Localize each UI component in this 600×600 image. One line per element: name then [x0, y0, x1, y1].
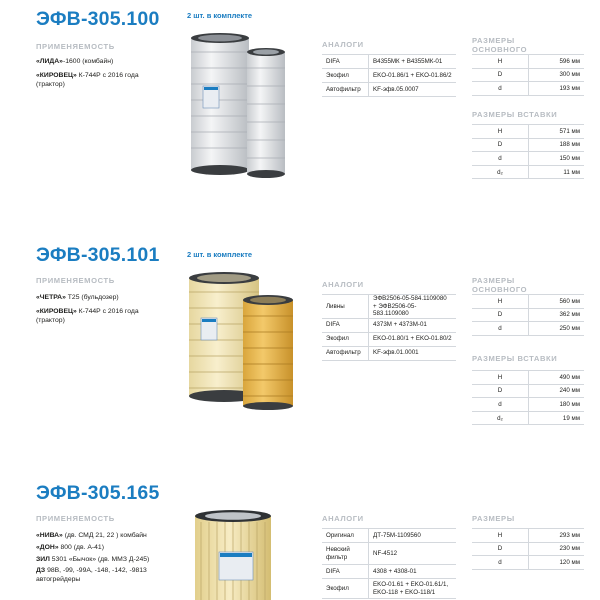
table-row: DIFA B4355МК + B4355МК-01	[322, 55, 456, 69]
analogs-table	[322, 294, 456, 361]
table-row: D 188 мм	[472, 138, 584, 152]
main-dims-table	[472, 54, 584, 96]
analogs-label: АНАЛОГИ	[322, 514, 364, 523]
table-row: H 596 мм	[472, 55, 584, 69]
main-dims-table	[472, 294, 584, 336]
filter-image	[187, 30, 317, 182]
analogs-label: АНАЛОГИ	[322, 40, 364, 49]
insert-dims-label: РАЗМЕРЫ ВСТАВКИ	[472, 110, 558, 119]
table-row: d 150 мм	[472, 152, 584, 166]
product-section	[0, 236, 600, 472]
analogs-label: АНАЛОГИ	[322, 280, 364, 289]
analogs-table	[322, 54, 456, 97]
table-row: Экофил EKO-01.61 + EKO-01.61/1, EKO-118 + EKO-118/1	[322, 579, 456, 599]
applicability-label: ПРИМЕНЯЕМОСТЬ	[36, 276, 115, 285]
applicability-item: «ЧЕТРА» Т25 (бульдозер)	[36, 294, 119, 301]
table-row: Автофильтр KF-эфв.01.0001	[322, 346, 456, 360]
table-row: Невский фильтр NF-4512	[322, 543, 456, 565]
table-row: H 571 мм	[472, 125, 584, 139]
applicability-item: ДЗ 98В, -99, -99А, -148, -142, -9813 автогрейдеры	[36, 567, 147, 584]
applicability-list	[36, 58, 154, 94]
table-row: DIFA 4308 + 4308-01	[322, 565, 456, 579]
filter-image	[187, 508, 317, 600]
product-section	[0, 472, 600, 600]
applicability-list	[36, 532, 156, 585]
applicability-item: «ДОН» 800 (дв. А-41)	[36, 543, 104, 551]
applicability-item: ЗИЛ 5301 «Бычок» (дв. ММЗ Д-245)	[36, 555, 150, 563]
table-row: H 560 мм	[472, 295, 584, 309]
table-row: d 180 мм	[472, 398, 584, 412]
table-row: d 193 мм	[472, 82, 584, 96]
applicability-label: ПРИМЕНЯЕМОСТЬ	[36, 42, 115, 51]
main-dims-label: РАЗМЕРЫ ОСНОВНОГО	[472, 36, 528, 54]
applicability-item: «КИРОВЕЦ» К-744Р с 2016 года (трактор)	[36, 307, 139, 324]
applicability-label: ПРИМЕНЯЕМОСТЬ	[36, 514, 115, 523]
table-row: DIFA 4373М + 4373М-01	[322, 318, 456, 332]
kit-note: 2 шт. в комплекте	[187, 250, 253, 259]
table-row: D 300 мм	[472, 68, 584, 82]
applicability-item: «КИРОВЕЦ» К-744Р с 2016 года (трактор)	[36, 71, 139, 88]
table-row: d 250 мм	[472, 322, 584, 336]
table-row: d₂ 19 мм	[472, 411, 584, 425]
product-section	[0, 0, 600, 230]
table-row: Ливны ЭФВ2506-05-584.1109080 + ЭФВ2506-05-583.1109080	[322, 295, 456, 319]
insert-dims-table	[472, 370, 584, 425]
model-title: ЭФВ-305.101	[36, 244, 160, 266]
kit-note: 2 шт. в комплекте	[187, 11, 253, 20]
filter-image	[187, 270, 317, 410]
table-row: d₂ 11 мм	[472, 165, 584, 179]
dims-label: РАЗМЕРЫ	[472, 514, 515, 523]
table-row: Оригинал ДТ-75М-1109560	[322, 529, 456, 543]
table-row: H 293 мм	[472, 529, 584, 543]
table-row: Экофил EKO-01.86/1 + EKO-01.86/2	[322, 69, 456, 83]
table-row: D 230 мм	[472, 542, 584, 556]
model-title: ЭФВ-305.165	[36, 482, 160, 504]
table-row: d 120 мм	[472, 556, 584, 570]
analogs-table	[322, 528, 456, 599]
insert-dims-label: РАЗМЕРЫ ВСТАВКИ	[472, 354, 558, 363]
dims-table	[472, 528, 584, 570]
table-row: Экофил EKO-01.80/1 + EKO-01.80/2	[322, 332, 456, 346]
model-title: ЭФВ-305.100	[36, 8, 160, 30]
table-row: H 490 мм	[472, 371, 584, 385]
table-row: Автофильтр KF-эфв.05.0007	[322, 83, 456, 97]
applicability-item: «НИВА» (дв. СМД 21, 22 ) комбайн	[36, 532, 147, 539]
main-dims-label: РАЗМЕРЫ ОСНОВНОГО	[472, 276, 528, 294]
insert-dims-table	[472, 124, 584, 179]
table-row: D 240 мм	[472, 384, 584, 398]
applicability-list	[36, 294, 154, 330]
table-row: D 362 мм	[472, 308, 584, 322]
applicability-item: «ЛИДА»-1600 (комбайн)	[36, 58, 114, 65]
